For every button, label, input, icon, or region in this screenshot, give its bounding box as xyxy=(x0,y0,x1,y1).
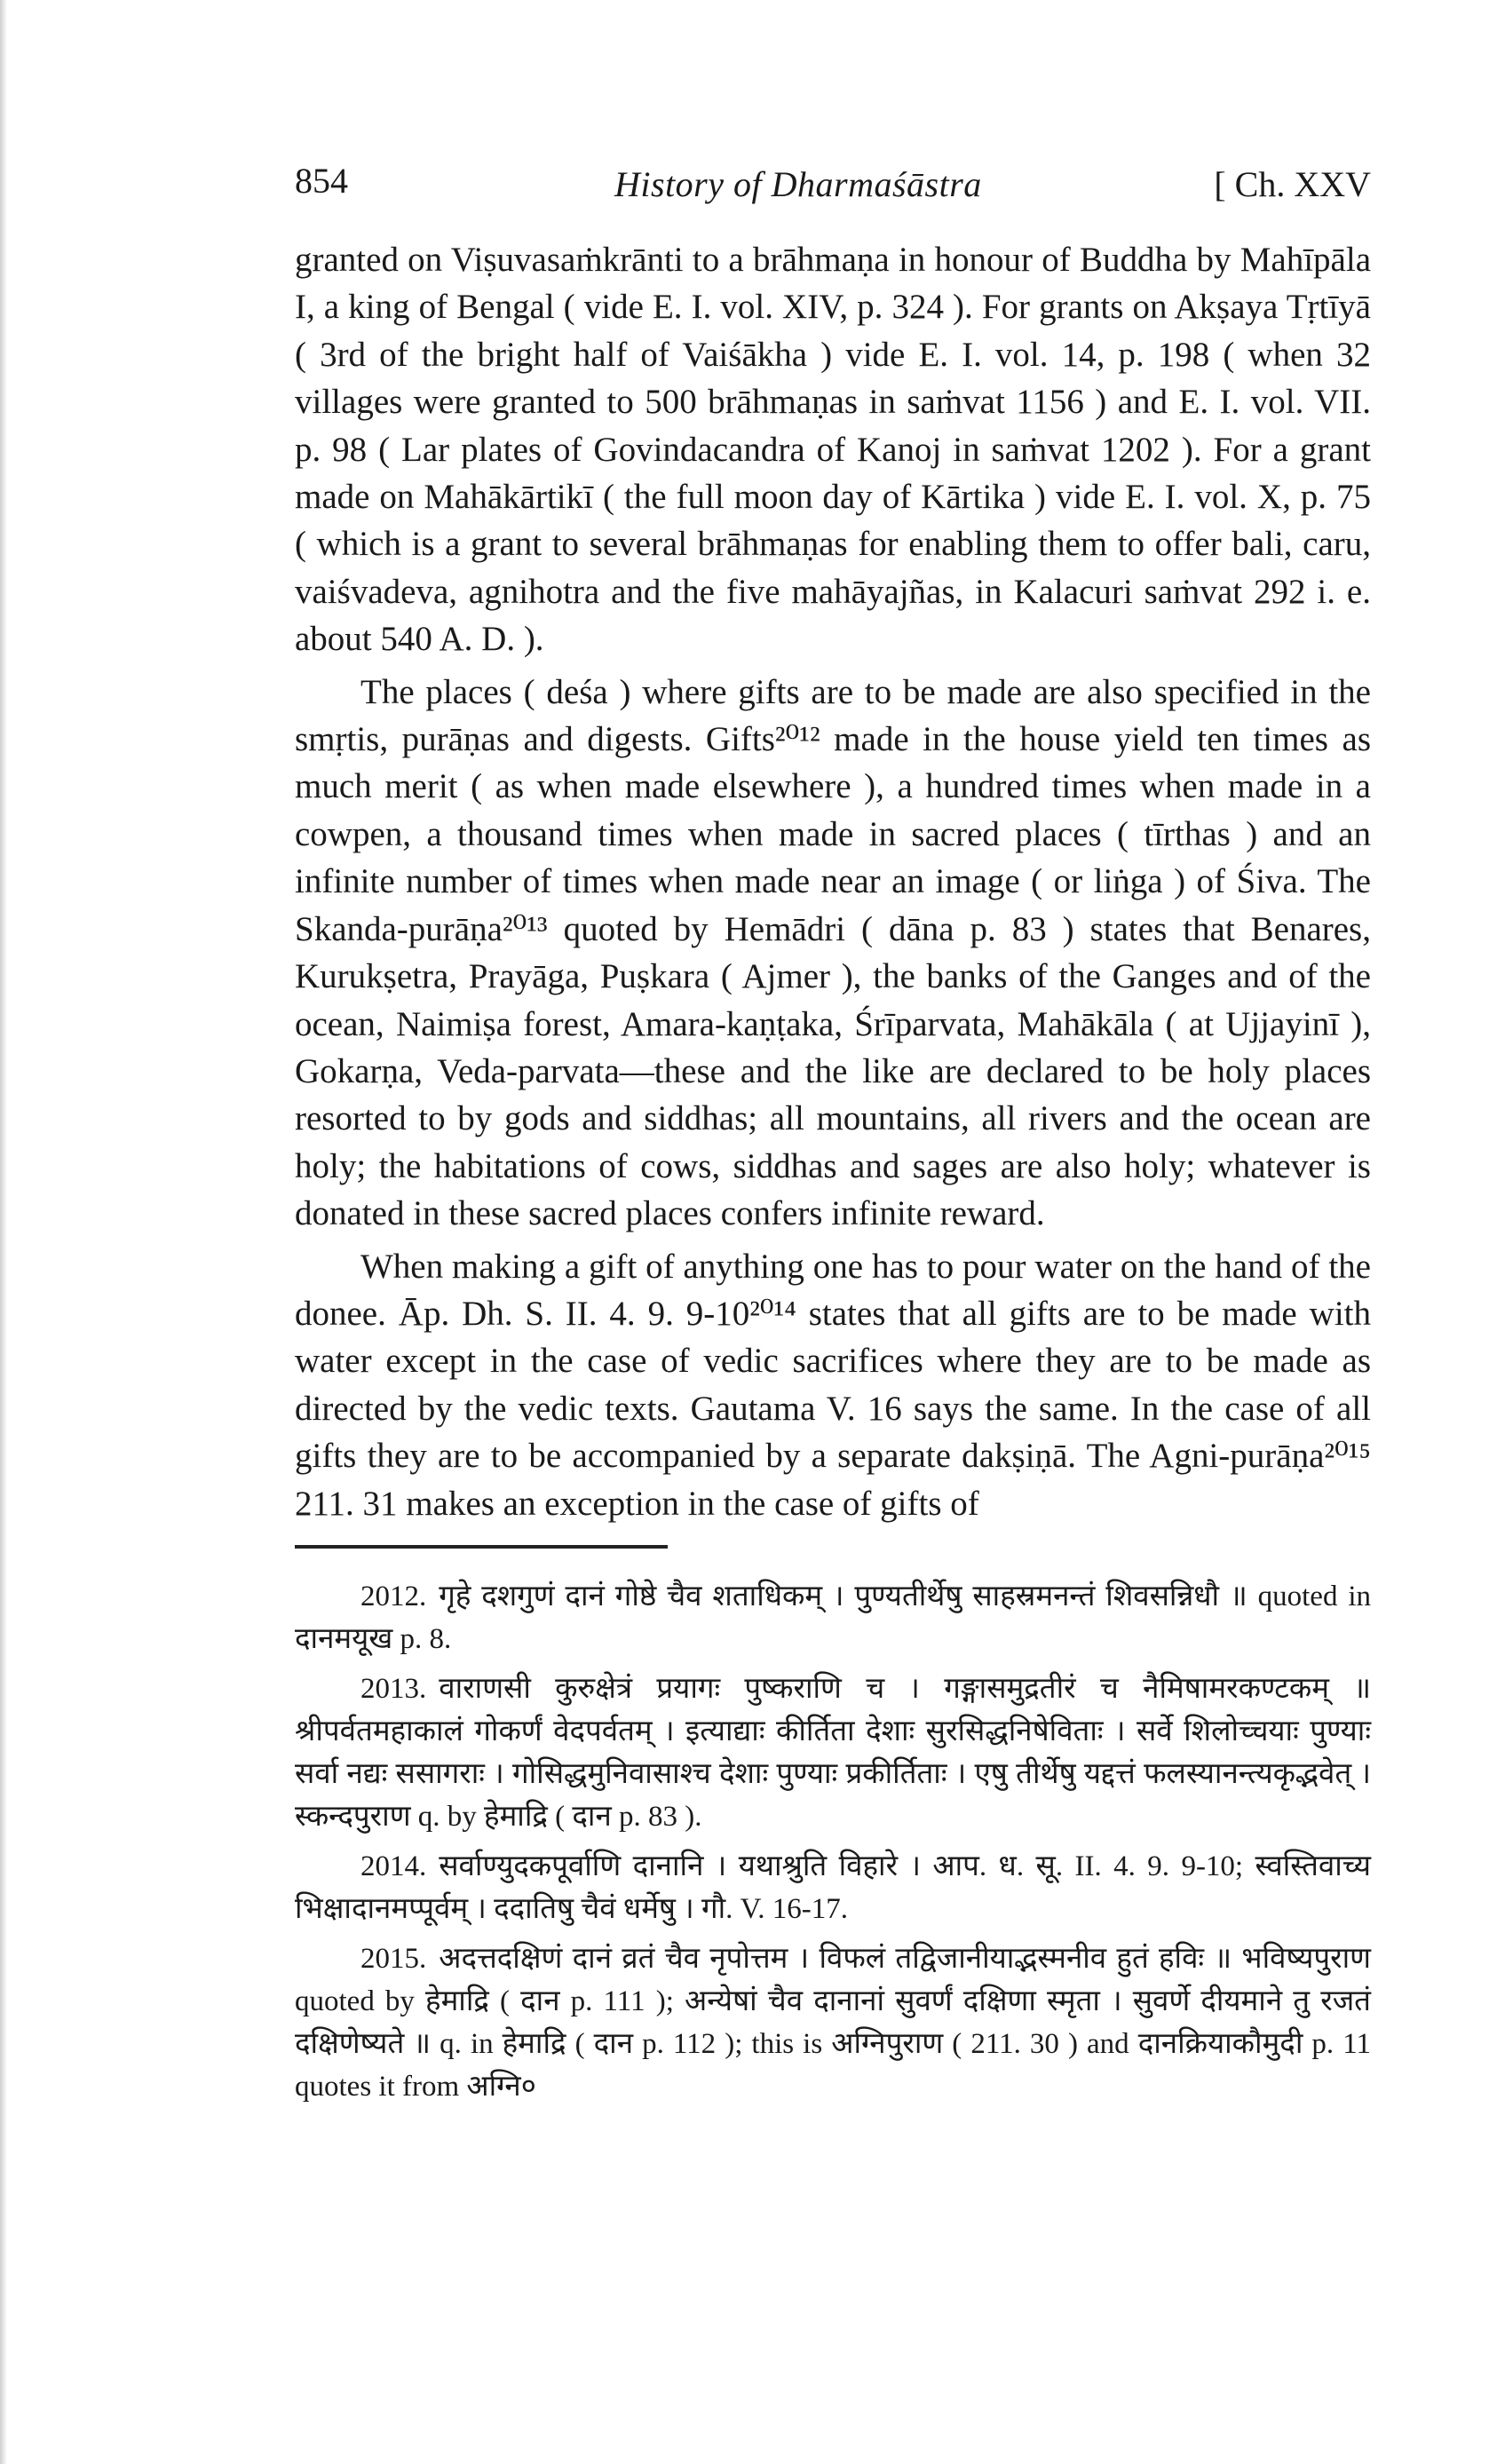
footnote-2014 xyxy=(295,1845,1371,1930)
footnote-text: अदत्तदक्षिणं दानं व्रतं चैव नृपोत्तम । विफलं तद्विजानीयाद्भस्मनीव हुतं हविः ॥ भविष्यपुराण quoted by हेमाद्रि ( दान p. 111 ); अन्येषां चैव दानानां सुवर्णं दक्षिणा स्मृता । सुवर्णे दीयमाने तु रजतं दक्षिणेष्यते ॥ q. in हेमाद्रि ( दान p. 112 ); this is अग्निपुराण ( 211. 30 ) and दानक्रियाकौमुदी p. 11 quotes it from अग्नि० xyxy=(295,1942,1371,2103)
running-header xyxy=(295,160,1371,222)
footnotes xyxy=(295,1575,1371,2108)
footnote-text: वाराणसी कुरुक्षेत्रं प्रयागः पुष्कराणि च । गङ्गासमुद्रतीरं च नैमिषामरकण्टकम् ॥ श्रीपर्वतमहाकालं गोकर्णं वेदपर्वतम् । इत्याद्याः कीर्तिता देशाः सुरसिद्धनिषेविताः । सर्वे शिलोच्चयाः पुण्याः सर्वा नद्यः ससागराः । गोसिद्धमुनिवासाश्च देशाः पुण्याः प्रकीर्तिताः । एषु तीर्थेषु यद्दत्तं फलस्यानन्त्यकृद्भवेत् । स्कन्दपुराण q. by हेमाद्रि ( दान p. 83 ). xyxy=(295,1672,1371,1833)
book-page xyxy=(295,160,1371,2115)
scan-edge-shadow xyxy=(0,0,7,2464)
running-title: History of Dharmaśāstra xyxy=(614,164,982,204)
paragraph-1: granted on Viṣuvasaṁkrānti to a brāhmaṇa in honour of Buddha by Mahīpāla I, a king of Bengal ( vide E. I. vol. XIV, p. 324 ). For grants on Akṣaya Tṛtīyā ( 3rd of the bright half of Vaiśākha ) vide E. I. vol. 14, p. 198 ( when 32 villages were granted to 500 brāhmaṇas in saṁvat 1156 ) and E. I. vol. VII. p. 98 ( Lar plates of Govindacandra of Kanoj in saṁvat 1202 ). For a grant made on Mahākārtikī ( the full moon day of Kārtika ) vide E. I. vol. X, p. 75 ( which is a grant to several brāhmaṇas for enabling them to offer bali, caru, vaiśvadeva, agnihotra and the five mahāyajñas, in Kalacuri saṁvat 292 i. e. about 540 A. D. ). xyxy=(295,241,1371,659)
footnote-2012 xyxy=(295,1575,1371,1660)
paragraph-3: When making a gift of anything one has to pour water on the hand of the donee. Āp. Dh. S. II. 4. 9. 9-10²⁰¹⁴ states that all gifts are to be made with water except in the case of vedic sacrifices where they are to be made as directed by the vedic texts. Gautama V. 16 says the same. In the case of all gifts they are to be accompanied by a separate dakṣiṇā. The Agni-purāṇa²⁰¹⁵ 211. 31 makes an exception in the case of gifts of xyxy=(295,1247,1371,1523)
paragraph-2: The places ( deśa ) where gifts are to be made are also specified in the smṛtis, purāṇas and digests. Gifts²⁰¹² made in the house yield ten times as much merit ( as when made elsewhere ), a hundred times when made in a cowpen, a thousand times when made in sacred places ( tīrthas ) and an infinite number of times when made near an image ( or liṅga ) of Śiva. The Skanda-purāṇa²⁰¹³ quoted by Hemādri ( dāna p. 83 ) states that Benares, Kurukṣetra, Prayāga, Puṣkara ( Ajmer ), the banks of the Ganges and of the ocean, Naimiṣa forest, Amara-kaṇṭaka, Śrīparvata, Mahākāla ( at Ujjayinī ), Gokarṇa, Veda-parvata—these and the like are declared to be holy places resorted to by gods and siddhas; all mountains, all rivers and the ocean are holy; the habitations of cows, siddhas and sages are also holy; whatever is donated in these sacred places confers infinite reward. xyxy=(295,672,1371,1233)
footnote-divider xyxy=(295,1545,668,1549)
page-number: 854 xyxy=(295,161,348,201)
footnote-2015 xyxy=(295,1937,1371,2108)
footnote-2013 xyxy=(295,1668,1371,1838)
footnote-number: 2013. xyxy=(360,1672,427,1705)
footnote-text: सर्वाण्युदकपूर्वाणि दानानि । यथाश्रुति विहारे । आप. ध. सू. II. 4. 9. 9-10; स्वस्तिवाच्य भिक्षादानमप्पूर्वम् । ददातिषु चैवं धर्मेषु । गौ. V. 16-17. xyxy=(295,1850,1371,1925)
main-text xyxy=(295,236,1371,1527)
footnote-number: 2014. xyxy=(360,1850,427,1882)
footnote-number: 2012. xyxy=(360,1580,427,1612)
chapter-label: [ Ch. XXV xyxy=(1214,164,1371,204)
footnote-text: गृहे दशगुणं दानं गोष्ठे चैव शताधिकम् । पुण्यतीर्थेषु साहस्रमनन्तं शिवसन्निधौ ॥ quoted in दानमयूख p. 8. xyxy=(295,1580,1371,1655)
footnote-number: 2015. xyxy=(360,1942,427,1975)
